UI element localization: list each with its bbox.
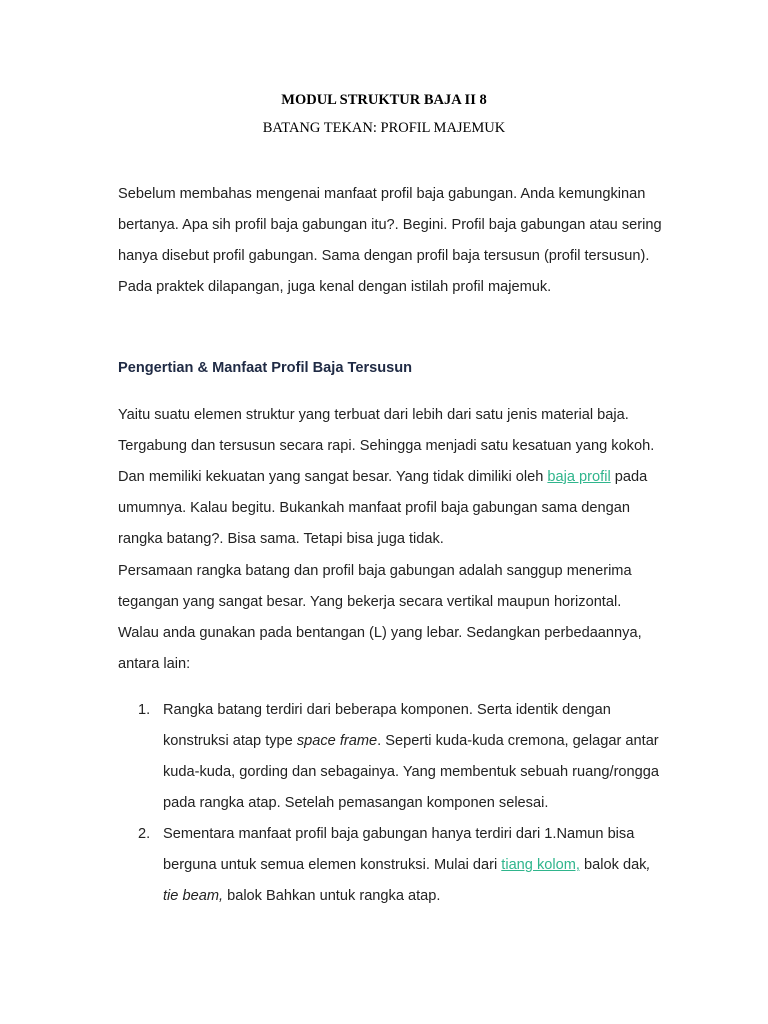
list-line [163,726,698,757]
paragraph-line: Tergabung dan tersusun secara rapi. Sehingga menjadi satu kesatuan yang kokoh. [118,438,655,454]
list-text: konstruksi atap type [163,733,297,749]
document-subtitle: BATANG TEKAN: PROFIL MAJEMUK [262,120,506,136]
list-marker: 2. [138,826,151,842]
italic-term: space frame [296,733,378,749]
paragraph-line: Persamaan rangka batang dan profil baja gabungan adalah sanggup menerima [118,563,632,579]
list-text: balok dak [579,857,647,873]
list-text: berguna untuk semua elemen konstruksi. Mulai dari [163,857,502,873]
list-line: Sementara manfaat profil baja gabungan hanya terdiri dari 1.Namun bisa [163,826,635,842]
paragraph-line: Yaitu suatu elemen struktur yang terbuat dari lebih dari satu jenis material baja. [118,407,629,423]
italic-term: , [646,857,651,873]
list-text: balok Bahkan untuk rangka atap. [223,888,441,904]
list-marker: 1. [138,702,151,718]
definition-paragraph [118,400,698,555]
paragraph-line: tegangan yang sangat besar. Yang bekerja secara vertikal maupun horizontal. [118,594,622,610]
intro-line: Pada praktek dilapangan, juga kenal dengan istilah profil majemuk. [118,279,552,295]
list-line [163,881,698,912]
paragraph-line: rangka batang?. Bisa sama. Tetapi bisa juga tidak. [118,531,444,547]
list-line: kuda-kuda, gording dan sebagainya. Yang membentuk sebuah ruang/rongga [163,764,660,780]
section-heading: Pengertian & Manfaat Profil Baja Tersusun [118,360,413,376]
italic-term: tie beam, [163,888,224,904]
numbered-list [118,695,698,912]
intro-paragraph [118,179,698,303]
paragraph-line: Walau anda gunakan pada bentangan (L) yang lebar. Sedangkan perbedaannya, [118,625,642,641]
intro-line: hanya disebut profil gabungan. Sama dengan profil baja tersusun (profil tersusun). [118,248,650,264]
list-line [163,850,698,881]
comparison-paragraph [118,556,698,680]
list-item [118,695,698,819]
list-text: . Seperti kuda-kuda cremona, gelagar antar [377,733,659,749]
link-tiang-kolom[interactable]: tiang kolom, [501,857,580,873]
paragraph-text: pada [610,469,648,485]
intro-line: Sebelum membahas mengenai manfaat profil baja gabungan. Anda kemungkinan [118,186,646,202]
intro-line: bertanya. Apa sih profil baja gabungan itu?. Begini. Profil baja gabungan atau sering [118,217,662,233]
paragraph-text: Dan memiliki kekuatan yang sangat besar. Yang tidak dimiliki oleh [118,469,548,485]
link-baja-profil[interactable]: baja profil [547,469,611,485]
paragraph-line: umumnya. Kalau begitu. Bukankah manfaat profil baja gabungan sama dengan [118,500,630,516]
list-line: Rangka batang terdiri dari beberapa komponen. Serta identik dengan [163,702,611,718]
list-item [118,819,698,912]
paragraph-line: antara lain: [118,656,191,672]
document-title: MODUL STRUKTUR BAJA II 8 [281,92,487,108]
list-line: pada rangka atap. Setelah pemasangan komponen selesai. [163,795,549,811]
paragraph-line [118,462,698,493]
